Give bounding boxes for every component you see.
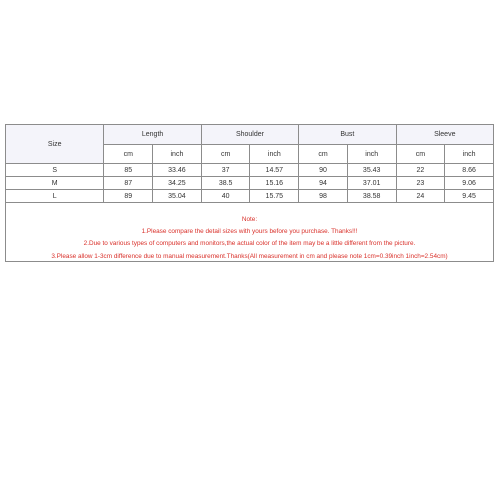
table-cell: 98 xyxy=(299,190,348,203)
table-cell: 40 xyxy=(201,190,250,203)
table-cell: 34.25 xyxy=(153,177,202,190)
table-cell: 9.06 xyxy=(445,177,494,190)
notes-title: Note: xyxy=(241,216,258,223)
table-cell: 15.16 xyxy=(250,177,299,190)
length-header: Length xyxy=(104,125,201,145)
table-cell: 37 xyxy=(201,164,250,177)
bust-header: Bust xyxy=(299,125,396,145)
table-cell: 90 xyxy=(299,164,348,177)
size-table xyxy=(5,124,494,203)
notes-box xyxy=(5,203,494,262)
table-cell: 38.5 xyxy=(201,177,250,190)
table-cell: 38.58 xyxy=(347,190,396,203)
note-line: 3.Please allow 1-3cm difference due to manual measurement.Thanks(All measurement in cm and please note 1cm=0.39inch 1inch=2.54cm) xyxy=(51,252,448,260)
table-cell: 87 xyxy=(104,177,153,190)
table-row xyxy=(6,177,494,190)
table-cell: 37.01 xyxy=(347,177,396,190)
unit-header: inch xyxy=(250,145,299,164)
size-cell: L xyxy=(6,190,104,203)
table-cell: 23 xyxy=(396,177,445,190)
table-cell: 8.66 xyxy=(445,164,494,177)
table-cell: 94 xyxy=(299,177,348,190)
table-cell: 35.43 xyxy=(347,164,396,177)
table-cell: 85 xyxy=(104,164,153,177)
shoulder-header: Shoulder xyxy=(201,125,298,145)
size-cell: M xyxy=(6,177,104,190)
unit-header: cm xyxy=(299,145,348,164)
size-chart xyxy=(5,124,494,262)
unit-header: cm xyxy=(104,145,153,164)
size-cell: S xyxy=(6,164,104,177)
table-cell: 15.75 xyxy=(250,190,299,203)
table-cell: 14.57 xyxy=(250,164,299,177)
table-cell: 24 xyxy=(396,190,445,203)
table-row xyxy=(6,164,494,177)
note-line: 2.Due to various types of computers and monitors,the actual color of the item may be a little different from the picture. xyxy=(83,240,416,248)
table-row xyxy=(6,190,494,203)
sleeve-header: Sleeve xyxy=(396,125,493,145)
unit-header: inch xyxy=(153,145,202,164)
unit-header: cm xyxy=(396,145,445,164)
table-cell: 35.04 xyxy=(153,190,202,203)
table-cell: 9.45 xyxy=(445,190,494,203)
unit-header: inch xyxy=(347,145,396,164)
size-header: Size xyxy=(6,125,104,164)
note-line: 1.Please compare the detail sizes with yours before you purchase. Thanks!!! xyxy=(141,228,358,236)
unit-header: cm xyxy=(201,145,250,164)
group-header-row xyxy=(6,125,494,145)
table-cell: 33.46 xyxy=(153,164,202,177)
unit-header: inch xyxy=(445,145,494,164)
table-cell: 22 xyxy=(396,164,445,177)
table-cell: 89 xyxy=(104,190,153,203)
